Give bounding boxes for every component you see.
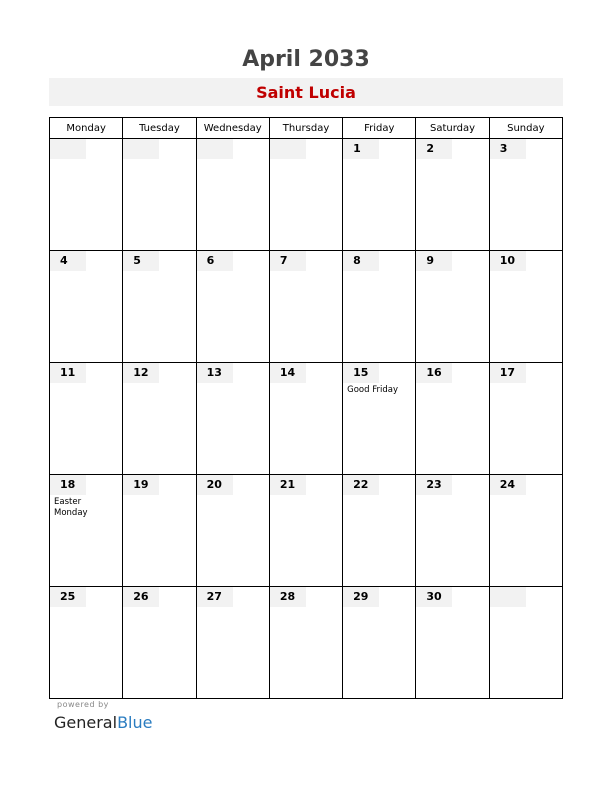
day-cell — [123, 587, 196, 699]
day-cell — [416, 587, 489, 699]
day-number — [490, 587, 526, 607]
weekday-header: Friday — [343, 118, 416, 139]
day-number: 14 — [270, 363, 306, 383]
country-band — [49, 78, 563, 106]
week-row — [50, 587, 563, 699]
day-number: 21 — [270, 475, 306, 495]
day-cell — [50, 475, 123, 587]
day-number: 11 — [50, 363, 86, 383]
calendar-grid — [49, 117, 563, 699]
day-number: 12 — [123, 363, 159, 383]
brand-general: General — [54, 713, 118, 732]
day-number: 23 — [416, 475, 452, 495]
day-number: 1 — [343, 139, 379, 159]
day-cell — [269, 363, 342, 475]
day-number: 17 — [490, 363, 526, 383]
week-row — [50, 363, 563, 475]
day-number: 13 — [197, 363, 233, 383]
day-number: 16 — [416, 363, 452, 383]
generalblue-logo[interactable] — [54, 713, 152, 732]
holiday-label: Easter Monday — [54, 497, 88, 518]
day-cell — [343, 251, 416, 363]
country-name: Saint Lucia — [256, 83, 356, 102]
day-cell — [343, 475, 416, 587]
day-number: 5 — [123, 251, 159, 271]
powered-by-label: powered by — [57, 700, 109, 709]
day-cell — [50, 139, 123, 251]
weekday-header-row — [50, 118, 563, 139]
day-number — [270, 139, 306, 159]
day-number: 4 — [50, 251, 86, 271]
day-number: 28 — [270, 587, 306, 607]
day-number: 6 — [197, 251, 233, 271]
day-cell — [489, 475, 562, 587]
day-number: 29 — [343, 587, 379, 607]
day-cell — [416, 251, 489, 363]
weekday-header: Sunday — [489, 118, 562, 139]
day-cell — [343, 587, 416, 699]
day-cell — [196, 139, 269, 251]
day-number: 8 — [343, 251, 379, 271]
day-cell — [489, 139, 562, 251]
day-cell — [196, 587, 269, 699]
day-number: 15 — [343, 363, 379, 383]
day-number: 30 — [416, 587, 452, 607]
day-number: 27 — [197, 587, 233, 607]
day-number: 25 — [50, 587, 86, 607]
day-number: 22 — [343, 475, 379, 495]
day-cell — [196, 363, 269, 475]
page-title: April 2033 — [242, 47, 370, 72]
day-number: 26 — [123, 587, 159, 607]
day-cell — [123, 363, 196, 475]
day-cell — [196, 475, 269, 587]
day-number — [197, 139, 233, 159]
day-cell — [50, 587, 123, 699]
day-cell — [343, 139, 416, 251]
day-cell — [269, 251, 342, 363]
day-cell — [489, 363, 562, 475]
day-cell — [50, 363, 123, 475]
day-cell — [123, 475, 196, 587]
weekday-header: Thursday — [269, 118, 342, 139]
weekday-header: Saturday — [416, 118, 489, 139]
day-cell — [416, 475, 489, 587]
day-number: 19 — [123, 475, 159, 495]
day-number: 10 — [490, 251, 526, 271]
weekday-header: Tuesday — [123, 118, 196, 139]
day-number: 3 — [490, 139, 526, 159]
day-cell — [489, 251, 562, 363]
day-cell — [489, 587, 562, 699]
day-cell — [269, 139, 342, 251]
brand-blue: Blue — [117, 713, 153, 732]
day-number: 18 — [50, 475, 86, 495]
day-number — [50, 139, 86, 159]
day-cell — [416, 139, 489, 251]
day-cell — [50, 251, 123, 363]
day-number: 20 — [197, 475, 233, 495]
day-cell — [343, 363, 416, 475]
weekday-header: Monday — [50, 118, 123, 139]
day-cell — [269, 475, 342, 587]
day-cell — [123, 139, 196, 251]
week-row — [50, 251, 563, 363]
day-number: 24 — [490, 475, 526, 495]
weekday-header: Wednesday — [196, 118, 269, 139]
week-row — [50, 139, 563, 251]
day-cell — [416, 363, 489, 475]
holiday-label: Good Friday — [347, 385, 398, 395]
day-number: 7 — [270, 251, 306, 271]
day-cell — [269, 587, 342, 699]
day-number — [123, 139, 159, 159]
day-cell — [123, 251, 196, 363]
day-cell — [196, 251, 269, 363]
day-number: 9 — [416, 251, 452, 271]
day-number: 2 — [416, 139, 452, 159]
week-row — [50, 475, 563, 587]
